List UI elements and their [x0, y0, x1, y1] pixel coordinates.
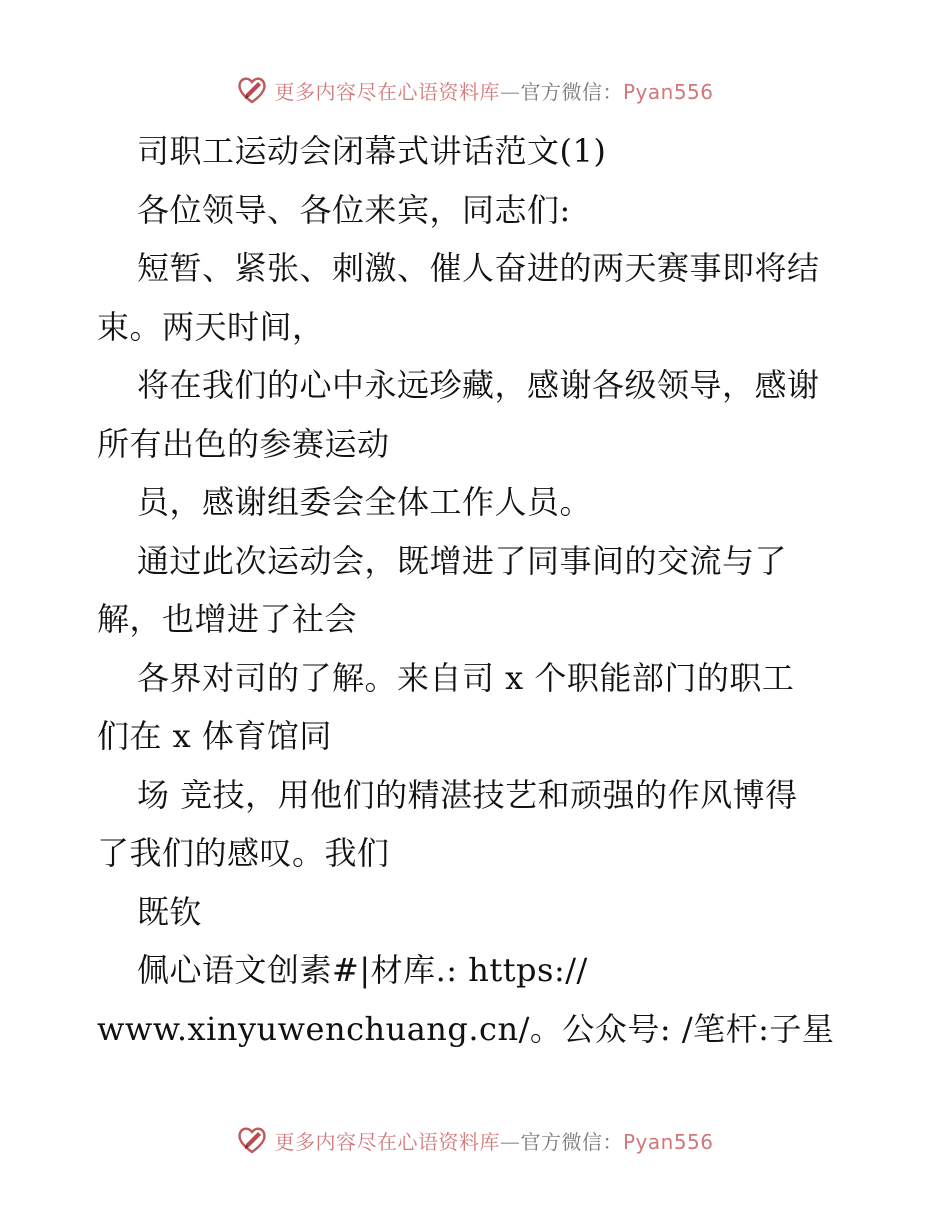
heart-pen-logo-icon: [236, 74, 268, 106]
banner-text: [274, 76, 713, 105]
paragraph-line: 解，也增进了社会: [97, 600, 358, 638]
paragraph-line: 们在 x 体育馆同: [97, 717, 332, 755]
heart-pen-logo-icon: [236, 1124, 268, 1156]
paragraph-line: 束。两天时间，: [97, 307, 325, 346]
banner-wechat-id: Pyan556: [622, 1129, 714, 1154]
banner-official-label: 官方微信：: [520, 79, 623, 104]
paragraph-line: 各界对司的了解。来自司 x 个职能部门的职工: [137, 658, 795, 697]
paragraph-line: 通过此次运动会，既增进了同事间的交流与了: [137, 541, 788, 580]
paragraph-line: 佩心语文创素#|材库.: https://: [137, 951, 588, 989]
paragraph-line: 短暂、紧张、刺激、催人奋进的两天赛事即将结: [137, 249, 820, 287]
banner-main-text: 更多内容尽在心语资料库: [274, 1129, 500, 1154]
banner-official-label: 官方微信：: [520, 1129, 623, 1154]
salutation-line: 各位领导、各位来宾，同志们:: [137, 190, 571, 229]
doc-title-line: 司职工运动会闭幕式讲话范文(1): [137, 132, 607, 170]
banner-text: [274, 1126, 713, 1155]
paragraph-line: 将在我们的心中永远珍藏，感谢各级领导，感谢: [137, 366, 820, 404]
footer-banner: [0, 1120, 950, 1160]
paragraph-line: 员，感谢组委会全体工作人员。: [137, 483, 593, 521]
paragraph-line: 了我们的感叹。我们: [97, 834, 390, 872]
paragraph-line: www.xinyuwenchuang.cn/。公众号: /笔杆:子星: [97, 1009, 835, 1048]
paragraph-line: 所有出色的参赛运动: [97, 424, 390, 463]
banner-dash: —: [499, 1129, 521, 1154]
banner-dash: —: [499, 79, 521, 104]
banner-wechat-id: Pyan556: [622, 79, 714, 104]
header-banner: [0, 70, 950, 110]
paragraph-line: 场 竞技，用他们的精湛技艺和顽强的作风博得: [137, 775, 798, 814]
document-body: [97, 122, 857, 1058]
banner-main-text: 更多内容尽在心语资料库: [274, 79, 500, 104]
paragraph-line: 既钦: [137, 892, 203, 931]
